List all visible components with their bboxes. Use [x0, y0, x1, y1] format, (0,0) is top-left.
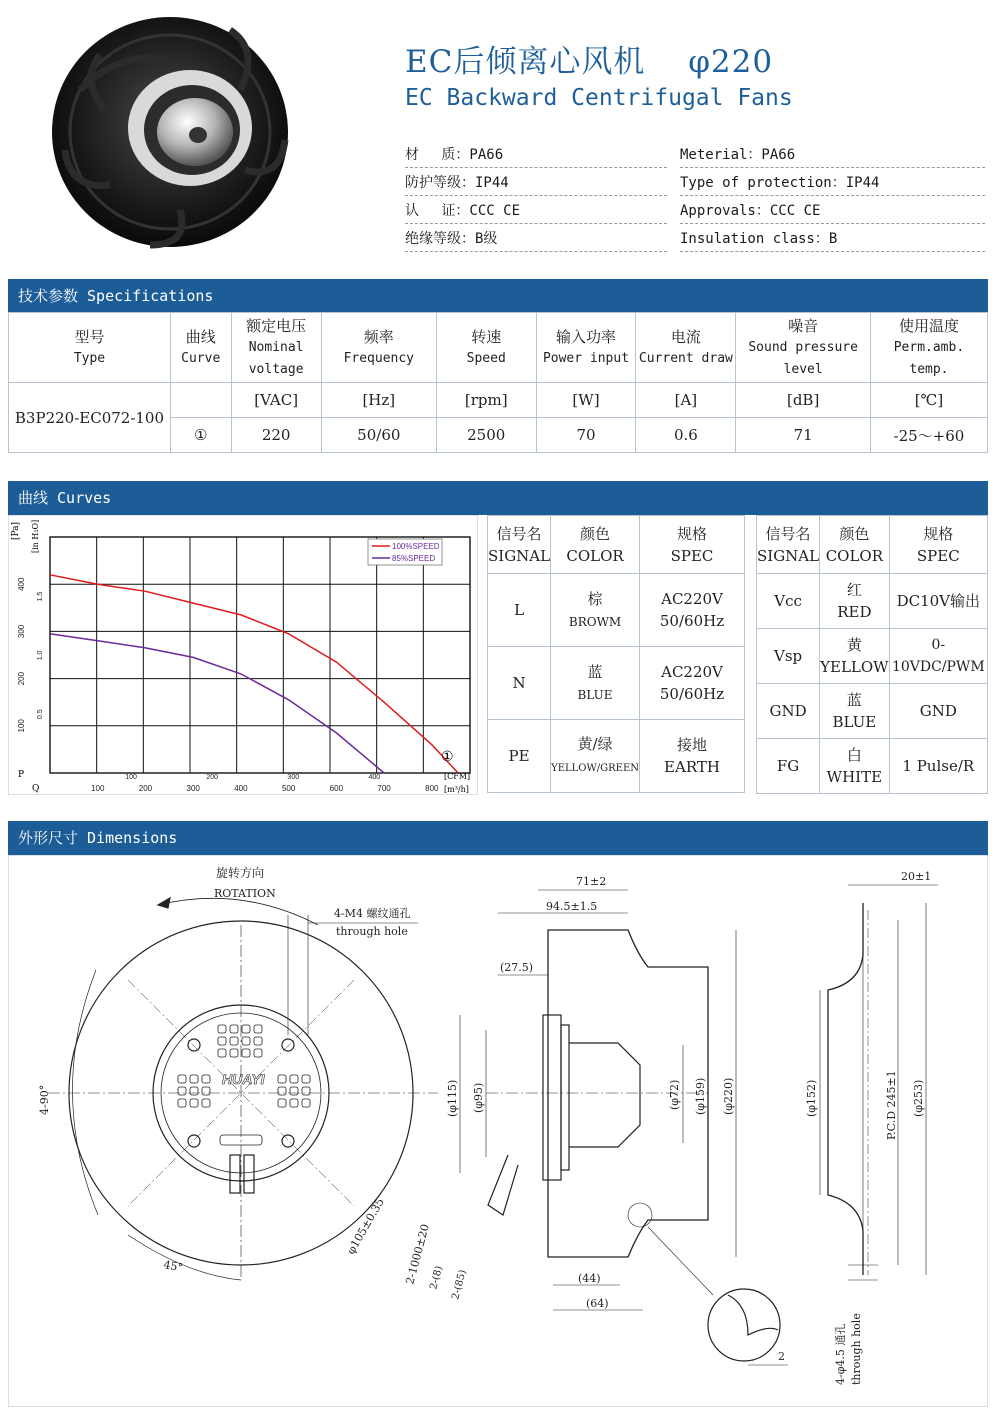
angle-45-label: 45° — [162, 1258, 184, 1275]
signal-table-power — [487, 515, 745, 793]
sig-r-row1-signal: Vcc — [757, 574, 820, 629]
rotation-label-en: ROTATION — [214, 887, 276, 900]
sig-r-row4-signal: FG — [757, 739, 820, 794]
dim-945-label: 94.5±1.5 — [546, 900, 598, 913]
section-specifications: 技术参数 Specifications — [8, 279, 988, 313]
spec-value-voltage: 220 — [231, 418, 321, 453]
sig-l-row2-color: 蓝 BLUE — [551, 647, 640, 720]
sig-r-row1-color: 红 RED — [820, 574, 890, 629]
sig-r-row4-spec: 1 Pulse/R — [889, 739, 987, 794]
section-dimensions: 外形尺寸 Dimensions — [8, 821, 988, 855]
spec-curve-id: ① — [170, 418, 231, 453]
spec-unit-blank — [170, 383, 231, 418]
y-tick-pa: 200 — [17, 671, 26, 686]
spec-unit-temp: [℃] — [870, 383, 987, 418]
cable-8-label: 2-(8) — [428, 1264, 446, 1291]
attr-approvals-cn: 认 证：CCC CE — [405, 199, 667, 224]
sig-l-row3-signal: PE — [488, 720, 551, 793]
dimension-drawing — [8, 855, 988, 1407]
spec-header-type: 型号 Type — [9, 313, 171, 383]
dim-115-label: (φ115) — [446, 1079, 459, 1117]
sig-l-row3-spec: 接地 EARTH — [640, 720, 745, 793]
q-axis-label: Q — [32, 784, 40, 794]
sig-l-row1-signal: L — [488, 574, 551, 647]
hole-m4-cn: 4-M4 螺纹通孔 — [334, 907, 411, 920]
angle-90-label: 4-90° — [38, 1084, 51, 1115]
cable-85-label: 2-(85) — [450, 1268, 469, 1301]
rotation-label-cn: 旋转方向 — [216, 866, 265, 880]
y-unit-pa: [Pa] — [11, 521, 21, 540]
attr-approvals-en: Approvals：CCC CE — [680, 199, 985, 224]
spec-value-temp: -25～+60 — [870, 418, 987, 453]
y-tick-inh2o: 0.5 — [37, 709, 44, 720]
spec-header-voltage: 额定电压 Nominal voltage — [231, 313, 321, 383]
spec-value-current: 0.6 — [636, 418, 736, 453]
x-tick-m3h: 200 — [138, 784, 153, 793]
x-tick-cfm: 400 — [368, 774, 381, 781]
x-unit-cfm: [CFM] — [444, 772, 471, 781]
x-tick-m3h: 600 — [329, 784, 344, 793]
sig-r-row3-signal: GND — [757, 684, 820, 739]
sig-r-row2-signal: Vsp — [757, 629, 820, 684]
section-curves: 曲线 Curves — [8, 481, 988, 515]
sig-r-header-color: 颜色 COLOR — [820, 516, 890, 574]
spec-value-power: 70 — [536, 418, 636, 453]
page-title-en: EC Backward Centrifugal Fans — [405, 85, 793, 111]
sig-r-header-spec: 规格 SPEC — [889, 516, 987, 574]
hole-45-cn: 4-φ4.5 通孔 — [834, 1323, 847, 1385]
spec-header-speed: 转速 Speed — [436, 313, 536, 383]
dim-72-label: (φ72) — [668, 1079, 681, 1110]
sig-l-row1-spec: AC220V 50/60Hz — [640, 574, 745, 647]
spec-model: B3P220-EC072-100 — [9, 383, 171, 453]
spec-unit-power: [W] — [536, 383, 636, 418]
y-tick-pa: 400 — [17, 577, 26, 591]
dim-220-label: (φ220) — [722, 1077, 735, 1115]
spec-unit-sound: [dB] — [736, 383, 870, 418]
spec-header-curve: 曲线 Curve — [170, 313, 231, 383]
y-tick-inh2o: 1.0 — [37, 650, 44, 661]
hole-m4-en: through hole — [336, 925, 408, 938]
sig-r-row4-color: 白 WHITE — [820, 739, 890, 794]
sig-l-row2-signal: N — [488, 647, 551, 720]
dim-64-label: (64) — [586, 1297, 609, 1310]
x-tick-m3h: 700 — [377, 784, 391, 793]
spec-value-speed: 2500 — [436, 418, 536, 453]
sig-l-header-color: 颜色 COLOR — [551, 516, 640, 574]
legend-label-100: 100%SPEED — [392, 542, 440, 551]
attr-insulation-cn: 绝缘等级：B级 — [405, 227, 667, 252]
attr-protection-cn: 防护等级：IP44 — [405, 171, 667, 196]
sig-r-row3-color: 蓝 BLUE — [820, 684, 890, 739]
attr-protection-en: Type of protection：IP44 — [680, 171, 985, 196]
legend-label-85: 85%SPEED — [392, 554, 436, 563]
x-unit-m3h: [m³/h] — [444, 785, 469, 794]
spec-unit-current: [A] — [636, 383, 736, 418]
y-unit-inh2o: [in H₂O] — [31, 519, 40, 553]
pcd-245-label: P.C.D 245±1 — [885, 1070, 898, 1140]
sig-l-row1-color: 棕 BROWM — [551, 574, 640, 647]
signal-table-control — [756, 515, 988, 794]
spec-header-temp: 使用温度 Perm.amb. temp. — [870, 313, 987, 383]
pcd-105-label: φ105±0.35 — [344, 1195, 387, 1257]
sig-l-row3-color: 黄/绿 YELLOW/GREEN — [551, 720, 640, 793]
spec-header-current: 电流 Current draw — [636, 313, 736, 383]
sig-r-row2-color: 黄 YELLOW — [820, 629, 890, 684]
dim-275-label: (27.5) — [500, 961, 534, 974]
hole-45-en: through hole — [850, 1313, 863, 1385]
page-title-cn: EC后倾离心风机 φ220 — [405, 44, 774, 80]
spec-table — [8, 312, 988, 453]
curve-marker: ① — [441, 749, 454, 765]
x-tick-m3h: 500 — [281, 784, 296, 793]
dim-44-label: (44) — [578, 1272, 601, 1285]
fan-product-photo — [40, 10, 380, 260]
brand-logo: HUAYI — [222, 1071, 265, 1087]
spec-header-power: 输入功率 Power input — [536, 313, 636, 383]
spec-header-sound: 噪音 Sound pressure level — [736, 313, 870, 383]
attr-insulation-en: Insulation class：B — [680, 227, 985, 252]
dim-253-label: (φ253) — [912, 1079, 925, 1117]
sig-l-header-signal: 信号名 SIGNAL — [488, 516, 551, 574]
spec-unit-speed: [rpm] — [436, 383, 536, 418]
x-tick-cfm: 200 — [206, 774, 219, 781]
x-tick-cfm: 300 — [287, 774, 300, 781]
sig-l-header-spec: 规格 SPEC — [640, 516, 745, 574]
dim-152-label: (φ152) — [805, 1079, 818, 1117]
x-tick-m3h: 100 — [91, 784, 105, 793]
spec-unit-frequency: [Hz] — [321, 383, 436, 418]
spec-header-frequency: 频率 Frequency — [321, 313, 436, 383]
dim-20-label: 20±1 — [901, 870, 932, 883]
sig-r-row3-spec: GND — [889, 684, 987, 739]
dim-2-label: 2 — [778, 1350, 785, 1363]
y-tick-pa: 100 — [17, 719, 26, 733]
chart-legend — [368, 539, 442, 565]
x-tick-m3h: 800 — [425, 784, 439, 793]
sig-r-row2-spec: 0-10VDC/PWM — [889, 629, 987, 684]
x-tick-m3h: 300 — [186, 784, 200, 793]
performance-chart — [8, 515, 478, 795]
spec-value-sound: 71 — [736, 418, 870, 453]
dim-159-label: (φ159) — [694, 1077, 707, 1115]
y-tick-pa: 300 — [17, 624, 26, 639]
cable-length-label: 2-1000±20 — [403, 1222, 432, 1286]
sig-l-row2-spec: AC220V 50/60Hz — [640, 647, 745, 720]
dim-71-label: 71±2 — [576, 875, 607, 888]
x-tick-m3h: 400 — [234, 784, 248, 793]
attr-material-en: Meterial：PA66 — [680, 143, 985, 168]
attr-material-cn: 材 质：PA66 — [405, 143, 667, 168]
spec-unit-voltage: [VAC] — [231, 383, 321, 418]
dim-95-label: (φ95) — [472, 1082, 485, 1113]
spec-value-frequency: 50/60 — [321, 418, 436, 453]
sig-r-row1-spec: DC10V输出 — [889, 574, 987, 629]
p-axis-label: P — [18, 770, 25, 780]
x-tick-cfm: 100 — [125, 774, 137, 781]
y-tick-inh2o: 1.5 — [37, 591, 44, 602]
sig-r-header-signal: 信号名 SIGNAL — [757, 516, 820, 574]
